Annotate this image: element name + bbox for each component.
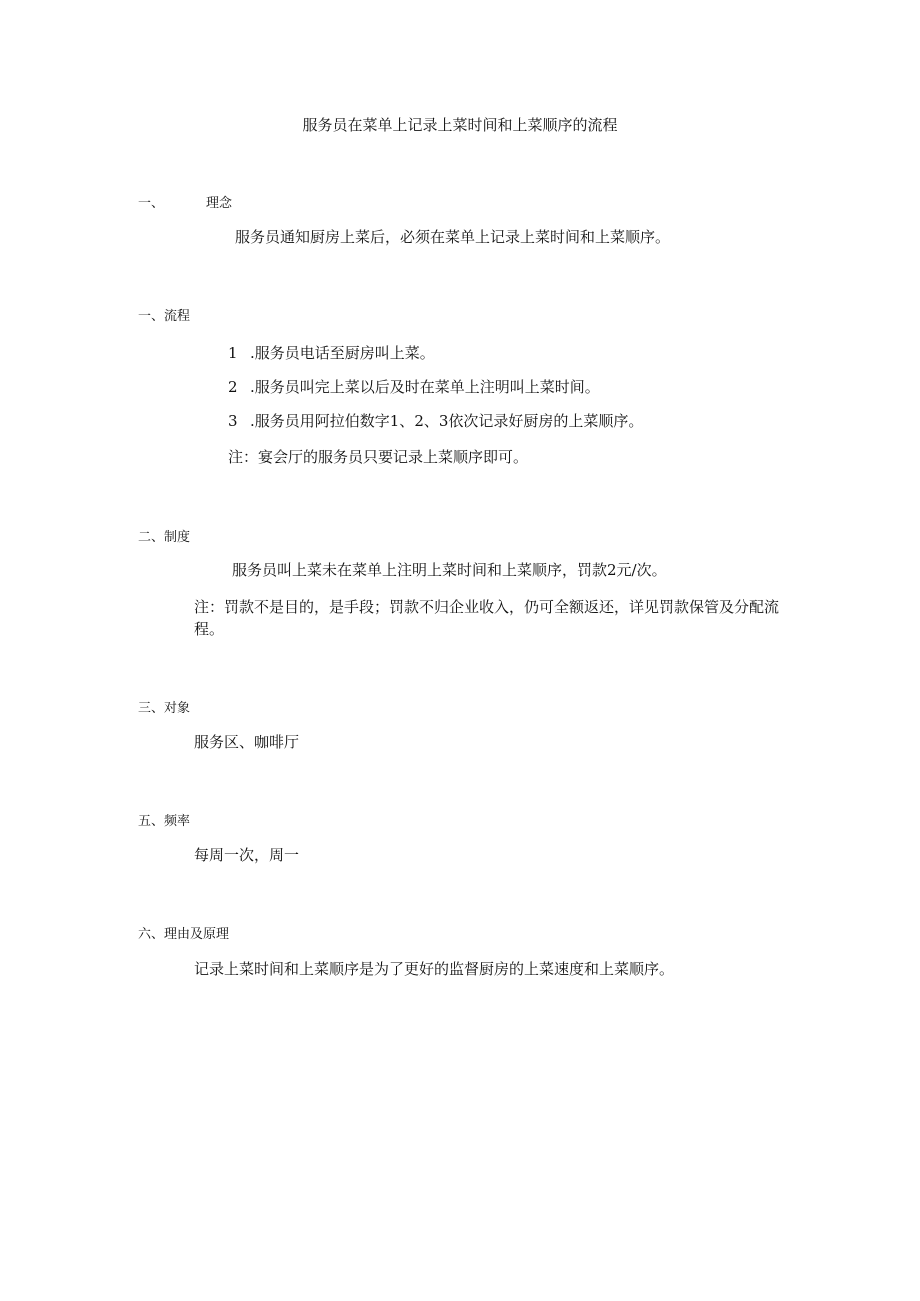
section-heading-rules: 二、制度 [138,530,191,545]
list-item [228,376,600,397]
section-heading-target: 三、对象 [138,701,191,716]
list-item-index: 1 [228,344,238,362]
process-note: 注：宴会厅的服务员只要记录上菜顺序即可。 [228,448,529,466]
list-item-index: 2 [228,378,238,396]
target-text: 服务区、咖啡厅 [194,733,300,751]
list-item-text: .服务员叫完上菜以后及时在菜单上注明叫上菜时间。 [250,378,600,396]
list-item-index: 3 [228,412,238,430]
rules-note: 注：罚款不是目的，是手段；罚款不归企业收入，仍可全额返还，详见罚款保管及分配流程。 [194,598,780,638]
list-item [228,342,435,363]
list-item [228,410,643,431]
frequency-text: 每周一次，周一 [194,846,300,864]
section-number: 一、 [138,196,165,211]
document-title: 服务员在菜单上记录上菜时间和上菜顺序的流程 [302,116,618,134]
section-heading-process: 一、流程 [138,309,191,324]
list-item-text: .服务员用阿拉伯数字1、2、3依次记录好厨房的上菜顺序。 [250,412,644,430]
concept-text: 服务员通知厨房上菜后，必须在菜单上记录上菜时间和上菜顺序。 [235,228,671,246]
list-item-text: .服务员电话至厨房叫上菜。 [250,344,435,362]
rules-text: 服务员叫上菜未在菜单上注明上菜时间和上菜顺序，罚款2元/次。 [232,561,667,579]
section-heading-frequency: 五、频率 [138,814,191,829]
reason-text: 记录上菜时间和上菜顺序是为了更好的监督厨房的上菜速度和上菜顺序。 [194,960,675,978]
section-heading-reason: 六、理由及原理 [138,927,230,942]
section-heading-concept [138,192,232,211]
section-title: 理念 [206,196,233,211]
